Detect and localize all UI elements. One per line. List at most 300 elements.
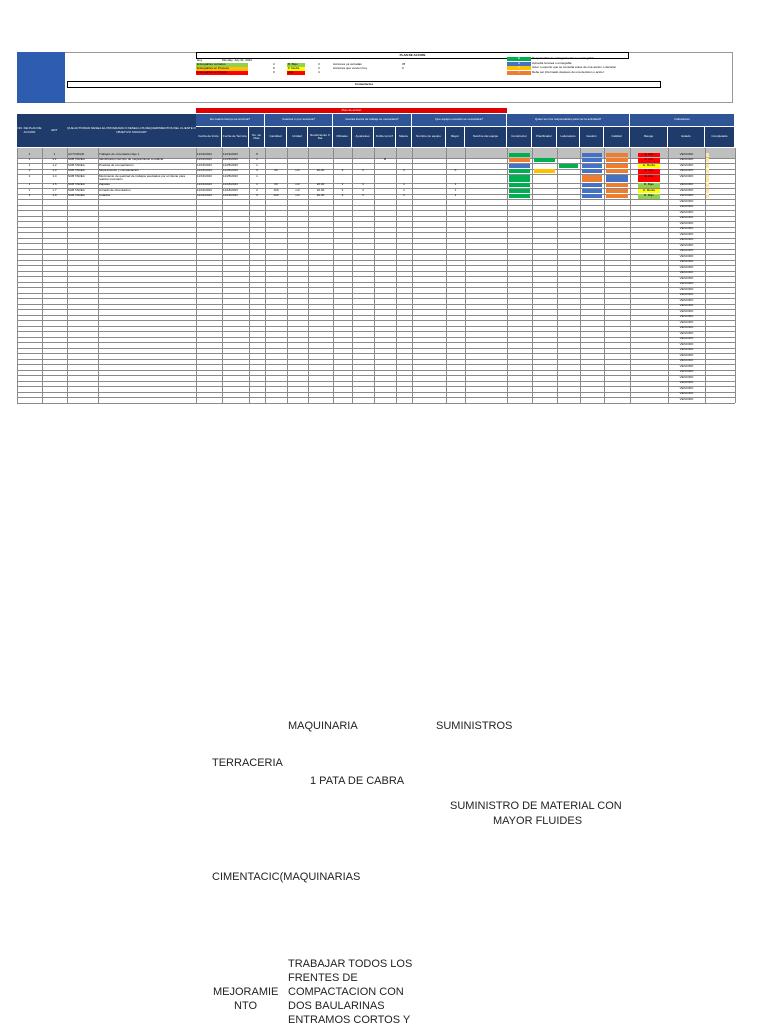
legend-status-label: Entregables en Proceso: [197, 67, 230, 71]
hoy-label: Hoy: [197, 59, 203, 62]
status-cell: VENCIDO: [679, 199, 694, 203]
cell-ini: 11/16/2023: [197, 169, 212, 172]
row-divider: [17, 364, 735, 365]
cell-n: 1: [28, 183, 31, 186]
legend-level-label: B. Bajo: [288, 63, 298, 66]
cell-ini: 11/16/2023: [197, 188, 212, 192]
row-divider: [17, 287, 735, 288]
row-divider: [17, 205, 735, 206]
completed-marker: [706, 158, 709, 162]
risk-badge: B. Bajo: [638, 183, 660, 188]
row-divider: [17, 309, 735, 310]
cell-ini: 11/16/2023: [197, 152, 212, 156]
cell-fin: 11/18/2023: [223, 188, 238, 192]
row-divider: [17, 293, 735, 294]
cell-dt: M: [383, 158, 387, 161]
cell-edt: 1.5: [52, 183, 57, 186]
note-suministro-line1: SUMINISTRO DE MATERIAL CON: [450, 800, 622, 812]
raci-mark: [509, 169, 530, 173]
row-divider: [17, 381, 735, 382]
cell-ini: 11/16/2023: [197, 158, 212, 161]
cell-uni: m3: [295, 194, 300, 197]
cell-n: 1: [28, 174, 31, 178]
group-header-indicadores: Indicadores: [630, 114, 735, 126]
raci-desc: Actor o experto que se consulta antes de una accion o decision: [532, 66, 617, 70]
subheader-cell: Constructor: [507, 127, 532, 147]
cell-my: 1: [454, 194, 457, 197]
raci-mark: [606, 164, 628, 168]
cell-dias: 1: [256, 158, 258, 161]
raci-code: E: [517, 57, 520, 60]
legend-level-label: Alta: [288, 71, 294, 75]
subheader-cell: Rendimiento X Dia: [308, 127, 333, 147]
cell-uni: m3: [295, 188, 300, 192]
row-divider: [17, 243, 735, 244]
row-divider: [17, 265, 735, 266]
status-cell: VENCIDO: [679, 293, 694, 296]
status-cell: VENCIDO: [679, 174, 694, 178]
cell-dias: 1: [256, 183, 258, 186]
subheader-cell: Planificador: [532, 127, 557, 147]
note-suministro-line2: MAYOR FLUIDES: [493, 815, 583, 827]
cell-ay: 3: [362, 194, 364, 197]
cell-edt: 1.8: [52, 194, 57, 197]
raci-mark: [606, 183, 628, 187]
note-trabajar-1: TRABAJAR TODOS LOS: [288, 958, 413, 970]
legend-status-count: 0: [273, 71, 275, 75]
cell-desc: Movimiento de quebrad de trabajos asociados por el cliente para realizar inventario: [99, 174, 186, 181]
cell-dias: 3: [256, 169, 258, 172]
subheader-cell: Doble turno?: [374, 127, 396, 147]
status-cell: VENCIDO: [679, 309, 694, 313]
row-divider: [17, 370, 735, 371]
status-cell: VENCIDO: [679, 397, 694, 401]
status-cell: VENCIDO: [679, 227, 694, 230]
row-divider: [17, 359, 735, 360]
cell-ini: 11/16/2023: [197, 183, 212, 186]
cell-rend: 20.00: [316, 183, 325, 186]
column-divider: [557, 148, 558, 403]
row-divider: [17, 276, 735, 277]
column-divider: [580, 148, 581, 403]
row-divider: [17, 320, 735, 321]
status-cell: VENCIDO: [679, 298, 694, 302]
column-divider: [630, 148, 631, 403]
subheader-cell: Calidad: [604, 127, 630, 147]
cell-fin: 11/18/2023: [223, 183, 238, 186]
row-divider: [17, 199, 735, 200]
cell-tipo: SUB TAREA: [68, 169, 85, 172]
row-divider: [17, 348, 735, 349]
note-mejoramie: MEJORAMIE: [213, 986, 279, 998]
note-trabajar-3: COMPACTACION CON: [288, 986, 404, 998]
legend-status-count: 4: [273, 63, 275, 66]
cell-uni: m3: [295, 183, 300, 186]
cell-edt: 1.7: [52, 188, 57, 192]
status-cell: VENCIDO: [679, 158, 694, 161]
raci-mark: [582, 189, 602, 193]
subheader-cell: Fecha de Termino: [222, 127, 249, 147]
risk-badge: E. Alto: [638, 169, 660, 174]
raci-mark: [606, 175, 628, 182]
row-divider: [17, 386, 735, 387]
completed-marker: [706, 183, 709, 187]
raci-mark: [606, 189, 628, 193]
cell-desc: Identificacion del tipo de mejoramiento a realizar: [99, 158, 164, 161]
cell-edt: 1: [53, 152, 56, 156]
plan-title: PLAN DE ACCION: [399, 53, 426, 57]
subheader-cell: Masos: [396, 127, 412, 147]
row-divider: [17, 392, 735, 393]
subheader-cell: Riesgo: [630, 127, 668, 147]
cell-tipo: SUB TAREA: [68, 174, 85, 178]
cell-desc: Colados: [99, 194, 111, 197]
status-cell: VENCIDO: [679, 205, 694, 208]
raci-mark: [582, 158, 602, 162]
legend-status-count: 8: [273, 67, 275, 71]
cell-cant: 60: [274, 169, 278, 172]
group-header-fuerza: Cuanta fuerza de trabajo se necesitara?: [333, 114, 412, 126]
note-trabajar-4: DOS BAULARINAS: [288, 1000, 385, 1012]
cell-ay: 3: [362, 183, 364, 186]
cell-fin: 11/25/2023: [223, 158, 238, 161]
status-cell: VENCIDO: [679, 392, 694, 395]
legend-status-swatch: [196, 71, 248, 75]
raci-code: I: [518, 70, 520, 74]
cell-my: 1: [454, 183, 457, 186]
status-cell: VENCIDO: [679, 249, 694, 252]
raci-mark: [582, 175, 602, 182]
cell-ini: 11/16/2023: [197, 194, 212, 197]
red-bar-label: Plan de accion: [341, 108, 362, 112]
cell-ma: 1: [403, 194, 405, 197]
row-divider: [17, 337, 735, 338]
cell-rend: 20.00: [316, 188, 325, 192]
cell-ma: 1: [403, 169, 405, 172]
cell-of: 3: [341, 169, 344, 172]
cell-tipo: SUB TAREA: [68, 194, 85, 197]
row-divider: [17, 331, 735, 332]
cell-of: 3: [341, 183, 344, 186]
raci-mark: [606, 158, 628, 162]
raci-mark: [582, 194, 602, 198]
header-col-que: QUE ACTIVIDAD DESEA EL PROGRAMA O DESEA LOS REQUERIMIENTOS DEL CLIENTE O OBJETIVO SOMCART: [67, 114, 196, 147]
status-cell: VENCIDO: [679, 254, 694, 258]
raci-desc: Responsable de entregar la tarea o entregable: [532, 57, 595, 60]
row-divider: [17, 249, 735, 250]
note-nto: NTO: [234, 1000, 258, 1012]
row-divider: [17, 238, 735, 239]
risk-badge: E. Alto: [638, 153, 660, 158]
cell-my: 1: [454, 188, 457, 192]
cell-ini: 11/16/2023: [197, 174, 212, 178]
header-col-edt: EDT: [42, 114, 67, 147]
comments-box: [67, 81, 661, 88]
risk-badge: E. Media: [638, 189, 660, 194]
cell-dias: 2: [256, 188, 258, 192]
column-divider: [412, 148, 413, 403]
group-header-equipo: Que equipo necesito se necesitara?: [412, 114, 507, 126]
cell-fin: 11/25/2023: [223, 163, 238, 167]
cell-fin: 11/25/2023: [223, 169, 238, 172]
cell-of: 3: [341, 194, 344, 197]
raci-code: A: [517, 61, 520, 65]
status-cell: VENCIDO: [679, 260, 694, 263]
note-maquinaria: MAQUINARIA: [288, 720, 358, 732]
raci-mark: [509, 158, 530, 162]
cell-dias: 3: [256, 194, 258, 197]
cell-ay: 3: [362, 188, 364, 192]
cell-fin: 11/25/2023: [223, 174, 238, 178]
raci-mark: [582, 169, 602, 173]
note-terraceria: TERRACERIA: [212, 757, 283, 769]
column-divider: [604, 148, 605, 403]
cell-fin: 11/19/2023: [223, 152, 238, 156]
raci-mark: [582, 183, 602, 187]
column-divider: [507, 148, 508, 403]
cell-tipo: ACTIVIDAD: [68, 152, 85, 156]
row-divider: [17, 298, 735, 299]
status-cell: VENCIDO: [679, 353, 694, 357]
risk-badge: E. Alto: [638, 175, 660, 183]
note-trabajar-2: FRENTES DE: [288, 972, 358, 984]
cell-tipo: SUB TAREA: [68, 183, 85, 186]
row-divider: [17, 403, 735, 404]
cell-tipo: SUB TAREA: [68, 163, 85, 167]
status-cell: VENCIDO: [679, 216, 694, 219]
raci-mark: [509, 153, 530, 157]
risk-badge: B. Bajo: [638, 194, 660, 199]
completed-marker: [706, 189, 709, 193]
legend-status-label: Entregables cerrados: [197, 63, 226, 66]
subheader-cell: Ayudantes: [352, 127, 374, 147]
status-cell: VENCIDO: [679, 348, 694, 351]
note-cimentacion: CIMENTACIС(MAQUINARIAS: [212, 871, 361, 883]
status-cell: VENCIDO: [679, 337, 694, 340]
cell-desc: Trabajos de cimentacion Eje 1: [99, 152, 140, 156]
cell-my: 0: [454, 169, 457, 172]
status-cell: VENCIDO: [679, 386, 694, 390]
cell-n: 1: [28, 163, 31, 167]
status-cell: VENCIDO: [679, 238, 694, 241]
cell-desc: Mejoramiento y compactacion: [99, 169, 139, 172]
subheader-cell: Completado: [705, 127, 735, 147]
subheader-cell: Mayor: [446, 127, 465, 147]
plan-header: [17, 52, 733, 103]
raci-mark: [606, 169, 628, 173]
note-suministros: SUMINISTROS: [436, 720, 513, 732]
status-cell: VENCIDO: [679, 331, 694, 335]
status-cell: VENCIDO: [679, 364, 694, 368]
legend-action-count: 35: [402, 63, 406, 66]
cell-n: 1: [28, 152, 31, 156]
group-header-responsables: Quien son los responsables para ver la actividad?: [507, 114, 630, 126]
status-cell: VENCIDO: [679, 282, 694, 285]
raci-code: C: [517, 66, 521, 70]
status-cell: VENCIDO: [679, 232, 694, 236]
legend-level-label: F. Media: [288, 67, 300, 71]
subheader-cell: Estado: [668, 127, 705, 147]
status-cell: VENCIDO: [679, 243, 694, 247]
legend-action-desc: Acciones ya cerradas: [333, 63, 362, 66]
row-divider: [17, 221, 735, 222]
row-divider: [17, 342, 735, 343]
status-cell: VENCIDO: [679, 271, 694, 274]
status-cell: VENCIDO: [679, 359, 694, 362]
legend-level-value: 4: [318, 71, 320, 75]
cell-ma: 1: [403, 188, 405, 192]
completed-marker: [706, 175, 709, 182]
cell-dias: 1: [256, 163, 258, 167]
cell-ma: 1: [403, 183, 405, 186]
subheader-cell: Oficiales: [333, 127, 352, 147]
cell-of: 3: [341, 188, 344, 192]
completed-marker: [706, 194, 709, 198]
cell-tipo: SUB TAREA: [68, 158, 85, 161]
status-cell: VENCIDO: [679, 276, 694, 280]
cell-ay: 3: [362, 169, 364, 172]
risk-badge: E. Alto: [638, 158, 660, 163]
row-divider: [17, 271, 735, 272]
hoy-date: Monday, July 31, 2024: [222, 59, 252, 62]
row-divider: [17, 232, 735, 233]
raci-desc: Debe ser informado despues de una decision o accion: [532, 70, 605, 74]
raci-mark: [606, 153, 628, 157]
cell-edt: 1.4: [52, 174, 57, 178]
subheader-cell: Nombre de equipo: [412, 127, 446, 147]
status-cell: VENCIDO: [679, 194, 694, 197]
row-divider: [17, 397, 735, 398]
status-cell: VENCIDO: [679, 326, 694, 329]
legend-level-swatch: [287, 71, 305, 75]
subheader-cell: Fecha de Inicio: [196, 127, 222, 147]
raci-mark: [509, 194, 530, 198]
raci-mark: [509, 164, 530, 168]
status-cell: VENCIDO: [679, 342, 694, 346]
raci-mark: [509, 189, 530, 193]
status-cell: VENCIDO: [679, 265, 694, 269]
status-cell: VENCIDO: [679, 381, 694, 384]
cell-desc: Pruebas de compactacion: [99, 163, 134, 167]
cell-cant: 100: [273, 194, 279, 197]
cell-n: 1: [28, 194, 31, 197]
cell-rend: 20.00: [316, 169, 325, 172]
subheader-cell: No. de Dias: [249, 127, 265, 147]
status-cell: VENCIDO: [679, 210, 694, 214]
row-divider: [17, 375, 735, 376]
cell-uni: m3: [295, 169, 300, 172]
raci-mark: [582, 153, 602, 157]
column-divider: [374, 148, 375, 403]
raci-mark: [582, 164, 602, 168]
legend-action-count: 0: [402, 67, 404, 71]
note-pata-de-cabra: 1 PATA DE CABRA: [310, 775, 405, 787]
plan-red-bar: [196, 108, 507, 113]
subheader-cell: Unidad: [287, 127, 308, 147]
cell-dias: 1: [256, 174, 258, 178]
cell-tipo: SUB TAREA: [68, 188, 85, 192]
raci-mark: [509, 183, 530, 187]
comments-label: Comentarios: [354, 82, 374, 86]
header-col-plan: NO. DE PLAN DE ACCION: [17, 114, 42, 147]
status-cell: VENCIDO: [679, 188, 694, 192]
note-trabajar-5: ENTRAMOS CORTOS Y: [288, 1014, 411, 1026]
status-cell: VENCIDO: [679, 315, 694, 318]
status-cell: VENCIDO: [679, 375, 694, 379]
status-cell: VENCIDO: [679, 152, 694, 156]
raci-swatch: [507, 71, 531, 75]
raci-swatch: [507, 62, 531, 66]
cell-edt: 1.3: [52, 169, 57, 172]
raci-mark: [559, 164, 578, 168]
cell-desc: Armado de cimentacion: [99, 188, 131, 192]
row-divider: [17, 216, 735, 217]
cell-edt: 1.1: [52, 158, 57, 161]
row-divider: [17, 227, 735, 228]
status-cell: VENCIDO: [679, 320, 694, 324]
status-cell: VENCIDO: [679, 163, 694, 167]
cell-rend: 20.00: [316, 194, 325, 197]
legend-action-desc: Acciones que vencen hoy: [333, 67, 368, 71]
row-divider: [17, 254, 735, 255]
cell-n: 1: [28, 188, 31, 192]
status-cell: VENCIDO: [679, 287, 694, 291]
cell-dias: 5: [256, 152, 258, 156]
raci-mark: [534, 169, 555, 173]
status-cell: VENCIDO: [679, 183, 694, 186]
column-divider: [735, 148, 736, 403]
subheader-cell: Nombre del equipo: [465, 127, 507, 147]
raci-desc: Aprueba la tarea o entregable: [532, 61, 572, 65]
cell-cant: 60: [274, 183, 278, 186]
cell-cant: 100: [273, 188, 279, 192]
legend-status-label: Entregables en Peligro: [197, 71, 228, 75]
status-cell: VENCIDO: [679, 370, 694, 373]
risk-badge: E. Media: [638, 164, 660, 169]
subheader-cell: Laboratorio: [557, 127, 580, 147]
group-header-cuantos: Cuantos m por semana?: [265, 114, 333, 126]
group-header-tiempo: En cuanto tiempo se termina?: [196, 114, 265, 126]
row-divider: [17, 353, 735, 354]
legend-level-value: 3: [318, 67, 320, 71]
cell-edt: 1.2: [52, 163, 57, 167]
column-divider: [465, 148, 466, 403]
status-cell: VENCIDO: [679, 221, 694, 225]
company-logo: [17, 52, 65, 103]
status-cell: VENCIDO: [679, 169, 694, 172]
row-divider: [17, 326, 735, 327]
row-divider: [17, 210, 735, 211]
completed-marker: [706, 164, 709, 168]
completed-marker: [706, 169, 709, 173]
cell-n: 1: [28, 169, 31, 172]
row-divider: [17, 315, 735, 316]
subheader-cell: Gestión: [580, 127, 604, 147]
row-divider: [17, 304, 735, 305]
cell-n: 1: [28, 158, 31, 161]
column-divider: [532, 148, 533, 403]
legend-level-value: 3: [318, 63, 320, 66]
subheader-cell: Cantidad: [265, 127, 287, 147]
completed-marker: [706, 153, 709, 157]
raci-swatch: [507, 66, 531, 70]
status-cell: VENCIDO: [679, 304, 694, 307]
cell-desc: Zapatas: [99, 183, 110, 186]
raci-mark: [509, 175, 530, 182]
cell-ini: 11/16/2023: [197, 163, 212, 167]
raci-mark: [534, 158, 555, 162]
row-divider: [17, 282, 735, 283]
